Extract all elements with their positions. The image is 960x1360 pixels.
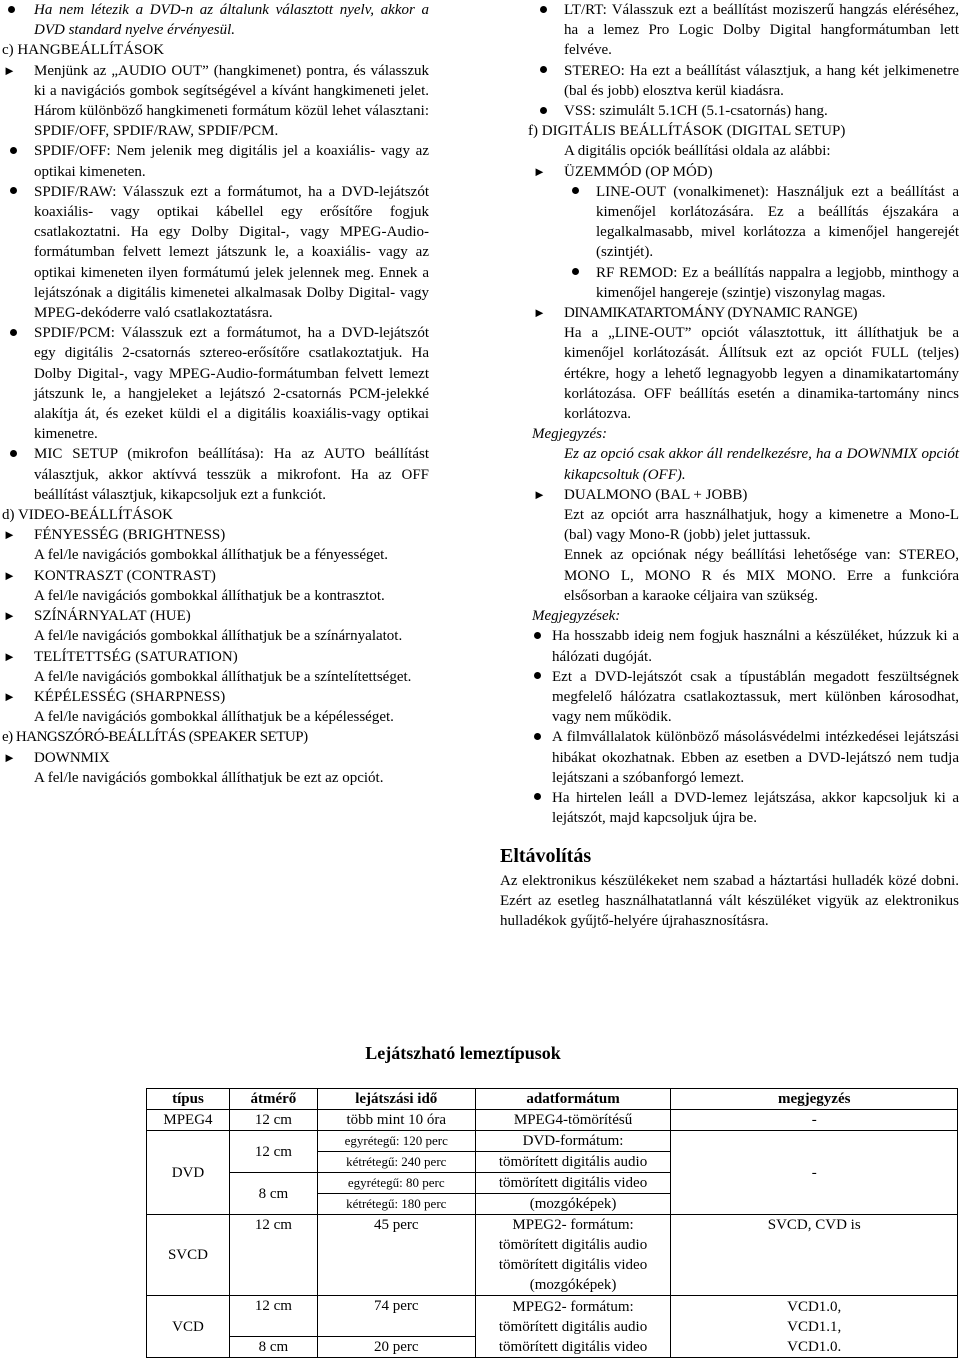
cell-play-time: kétrétegű: 240 perc xyxy=(317,1152,475,1173)
op-mode-title: ► ÜZEMMÓD (OP MÓD) xyxy=(500,162,959,182)
right-column xyxy=(500,0,959,931)
format-line: MPEG2- formátum: xyxy=(512,1217,634,1233)
cell-diameter: 12 cm xyxy=(229,1296,317,1337)
saturation-title: ► TELÍTETTSÉG (SATURATION) xyxy=(2,647,429,667)
bullet-icon xyxy=(534,793,541,800)
table-row xyxy=(147,1215,958,1296)
note-line: VCD1.0, xyxy=(787,1298,842,1315)
bullet-rf-remod: RF REMOD: Ez a beállítás nappalra a legjobb, minthogy a kimenőjel hangereje (szintje) viszonylag magas. xyxy=(500,263,959,303)
note-line: VCD1.1, xyxy=(787,1318,842,1335)
cell-format xyxy=(475,1296,671,1358)
disc-types-table xyxy=(146,1088,958,1358)
cell-diameter: 8 cm xyxy=(229,1173,317,1215)
cell-type: SVCD xyxy=(147,1215,230,1296)
dualmono-text-2: Ennek az opciónak négy beállítási lehetősége van: STEREO, MONO L, MONO R és MIX MONO. Erre a funkcióra elsősorban a karaoke céljaira van szükség. xyxy=(564,547,959,604)
bullet-icon xyxy=(572,187,579,194)
arrow-right-icon: ► xyxy=(3,527,16,543)
section-f-title: f) DIGITÁLIS BEÁLLÍTÁSOK (DIGITAL SETUP) xyxy=(528,123,846,140)
note-text: Ez az opció csak akkor áll rendelkezésre, ha a DOWNMIX opciót kikapcsoltuk (OFF). xyxy=(564,446,959,483)
cell-play-time: 45 perc xyxy=(317,1215,475,1296)
format-line: (mozgóképek) xyxy=(529,1277,617,1293)
cell-play-time: 20 perc xyxy=(317,1337,475,1358)
cell-play-time: 74 perc xyxy=(317,1296,475,1337)
disposal-text: Az elektronikus készülékeket nem szabad a háztartási hulladék közé dobni. Ezért az esetleg használhatatlanná vált készüléket vigyük az elektronikus hulladékok gyűjtő-helyére újrahasznosításra. xyxy=(500,872,959,929)
arrow-right-icon: ► xyxy=(533,305,546,321)
section-e-title: e) HANGSZÓRÓ-BEÁLLÍTÁS (SPEAKER SETUP) xyxy=(2,729,308,746)
arrow-right-icon: ► xyxy=(3,749,16,765)
header-note: megjegyzés xyxy=(671,1089,958,1110)
cell-type: MPEG4 xyxy=(147,1110,230,1131)
arrow-right-icon: ► xyxy=(3,62,16,78)
format-line: tömörített digitális video xyxy=(498,1257,648,1273)
table-header-row xyxy=(147,1089,958,1110)
cell-diameter: 12 cm xyxy=(229,1215,317,1296)
disposal-heading: Eltávolítás xyxy=(500,845,592,868)
note-item-2: Ezt a DVD-lejátszót csak a típustáblán megadott feszültségnek megfelelő hálózatra csatlakoztassuk, mert különben károsodhat, vagy nem működik. xyxy=(500,667,959,728)
format-line: tömörített digitális audio xyxy=(498,1237,648,1253)
bullet-icon xyxy=(534,632,541,639)
table-row xyxy=(147,1296,958,1337)
format-line: MPEG2- formátum: xyxy=(512,1298,634,1315)
note-item-1: Ha hosszabb ideig nem fogjuk használni a készüléket, húzzuk ki a hálózati dugóját. xyxy=(500,626,959,666)
downmix-text: A fel/le navigációs gombokkal állíthatjuk be ezt az opciót. xyxy=(34,769,384,786)
cell-format: DVD-formátum: xyxy=(475,1131,671,1152)
bullet-lt-rt: LT/RT: Válasszuk ezt a beállítást moziszerű hangzás eléréséhez, ha a lemez Pro Logic Dolby Digital hangformátumban lett felvéve. xyxy=(500,0,959,61)
bullet-icon xyxy=(8,6,15,13)
table-row xyxy=(147,1110,958,1131)
cell-play-time: több mint 10 óra xyxy=(317,1110,475,1131)
cell-note xyxy=(671,1296,958,1358)
cell-format: tömörített digitális audio xyxy=(475,1152,671,1173)
arrow-right-icon: ► xyxy=(533,163,546,179)
table-title: Lejátszható lemeztípusok xyxy=(365,1043,561,1063)
bullet-spdif-raw: SPDIF/RAW: Válasszuk ezt a formátumot, ha a DVD-lejátszót koaxiális- vagy optikai kábellel egy erősítőre fogjuk csatlakoztatni. Ha egy Dolby Digital-, vagy MPEG-Audio-formátumban felvett lemezt játszunk le, a koaxiális- vagy az optikai kimeneten ilyen formátumú jelek jelennek meg. Ennek a lejátszónak a digitális kimenetei alkalmasak Dolby Digital- vagy MPEG-dekóderre való csatlakoztatásra. xyxy=(2,182,429,323)
bullet-icon xyxy=(534,672,541,679)
bullet-line-out: LINE-OUT (vonalkimenet): Használjuk ezt a beállítást a kimenőjel korlátozására. Ez a beállítás éjszakára a legalkalmasabb, mivel korlátozza a kimenőjel hangerejét (szintjét). xyxy=(500,182,959,263)
left-column xyxy=(2,0,429,788)
bullet-icon xyxy=(10,147,17,154)
table-row xyxy=(147,1131,958,1152)
cell-format: tömörített digitális video xyxy=(475,1173,671,1194)
header-type: típus xyxy=(147,1089,230,1110)
digital-intro: A digitális opciók beállítási oldala az alábbi: xyxy=(564,143,831,160)
arrow-right-icon: ► xyxy=(533,486,546,502)
format-line: tömörített digitális audio xyxy=(498,1318,648,1335)
arrow-right-icon: ► xyxy=(3,608,16,624)
contrast-text: A fel/le navigációs gombokkal állíthatjuk be a kontrasztot. xyxy=(34,587,385,604)
cell-type: DVD xyxy=(147,1131,230,1215)
cell-note: - xyxy=(671,1131,958,1215)
sharpness-title: ► KÉPÉLESSÉG (SHARPNESS) xyxy=(2,687,429,707)
downmix-title: ► DOWNMIX xyxy=(2,748,429,768)
brightness-title: ► FÉNYESSÉG (BRIGHTNESS) xyxy=(2,525,429,545)
dynamic-range-title: ► DINAMIKATARTOMÁNY (DYNAMIC RANGE) xyxy=(500,303,959,323)
bullet-icon xyxy=(10,187,17,194)
cell-diameter: 12 cm xyxy=(229,1131,317,1173)
bullet-icon xyxy=(10,450,17,457)
cell-format: (mozgóképek) xyxy=(475,1194,671,1215)
bullet-icon xyxy=(540,66,547,73)
header-data-format: adatformátum xyxy=(475,1089,671,1110)
section-c-title: c) HANGBEÁLLÍTÁSOK xyxy=(2,42,165,59)
cell-play-time: egyrétegű: 80 perc xyxy=(317,1173,475,1194)
note-line: VCD1.0. xyxy=(787,1338,842,1355)
cell-play-time: egyrétegű: 120 perc xyxy=(317,1131,475,1152)
header-diameter: átmérő xyxy=(229,1089,317,1110)
section-d-title: d) VIDEO-BEÁLLÍTÁSOK xyxy=(2,507,173,524)
saturation-text: A fel/le navigációs gombokkal állíthatjuk be a színtelítettséget. xyxy=(34,668,412,685)
bullet-icon xyxy=(540,6,547,13)
bullet-icon xyxy=(540,107,547,114)
note-item-4: Ha hirtelen leáll a DVD-lemez lejátszása, akkor kapcsoljuk ki a lejátszót, majd kapcsoljuk újra be. xyxy=(500,788,959,828)
note-label: Megjegyzés: xyxy=(532,426,607,443)
cell-note: - xyxy=(671,1110,958,1131)
arrow-right-icon: ► xyxy=(3,567,16,583)
cell-format xyxy=(475,1215,671,1296)
hue-title: ► SZÍNÁRNYALAT (HUE) xyxy=(2,606,429,626)
arrow-right-icon: ► xyxy=(3,688,16,704)
bullet-icon xyxy=(534,733,541,740)
contrast-title: ► KONTRASZT (CONTRAST) xyxy=(2,566,429,586)
bullet-icon xyxy=(572,268,579,275)
hue-text: A fel/le navigációs gombokkal állíthatjuk be a színárnyalatot. xyxy=(34,628,403,645)
bullet-spdif-off: SPDIF/OFF: Nem jelenik meg digitális jel a koaxiális- vagy az optikai kimeneten. xyxy=(2,141,429,181)
bullet-mic-setup: MIC SETUP (mikrofon beállítása): Ha az AUTO beállítást választjuk, akkor aktívvá tesszük a mikrofont. Ha az OFF beállítást választjuk, kikapcsoljuk ezt a funkciót. xyxy=(2,444,429,505)
brightness-text: A fel/le navigációs gombokkal állíthatjuk be a fényességet. xyxy=(34,547,389,564)
dualmono-text-1: Ezt az opciót arra használhatjuk, hogy a kimenetre a Mono-L (bal) vagy Mono-R (jobb) jelet juttassuk. xyxy=(564,507,959,544)
cell-type: VCD xyxy=(147,1296,230,1358)
bullet-vss: VSS: szimulált 5.1CH (5.1-csatornás) hang. xyxy=(500,101,959,121)
cell-format: MPEG4-tömörítésű xyxy=(475,1110,671,1131)
cell-diameter: 12 cm xyxy=(229,1110,317,1131)
header-play-time: lejátszási idő xyxy=(317,1089,475,1110)
cell-note: SVCD, CVD is xyxy=(671,1215,958,1296)
arrow-right-icon: ► xyxy=(3,648,16,664)
cell-diameter: 8 cm xyxy=(229,1337,317,1358)
note-item-3: A filmvállalatok különböző másolásvédelmi intézkedései lejátszási hibákat okozhatnak. Ebben az esetben a DVD-lejátszó nem tudja lejátszani a szóbanforgó lemezt. xyxy=(500,727,959,788)
bullet-icon xyxy=(10,329,17,336)
dynamic-range-text: Ha a „LINE-OUT” opciót választottuk, itt állíthatjuk be a kimenőjel korlátozását. Állítsuk ezt az opciót FULL (teljes) értékre, hogy a lehető legnagyobb legyen a dinamikatartomány korlátozása. OFF beállítás esetén a dinamika-tartomány nincs korlátozva. xyxy=(564,325,959,423)
bullet-stereo: STEREO: Ha ezt a beállítást választjuk, a hang két jelkimenetre (bal és jobb) elosztva kerül kiadásra. xyxy=(500,61,959,101)
dualmono-title: ► DUALMONO (BAL + JOBB) xyxy=(500,485,959,505)
cell-play-time: kétrétegű: 180 perc xyxy=(317,1194,475,1215)
notes-label: Megjegyzések: xyxy=(532,608,621,625)
language-note: Ha nem létezik a DVD-n az általunk választott nyelv, akkor a DVD standard nyelve érvényesül. xyxy=(2,0,429,40)
format-line: tömörített digitális video xyxy=(498,1338,648,1355)
audio-out-item: ► Menjünk az „AUDIO OUT” (hangkimenet) pontra, és válasszuk ki a navigációs gombok segítségével a kívánt hangkimeneti jelet. Három különböző hangkimeneti formátum közül lehet választani: SPDIF/OFF, SPDIF/RAW, SPDIF/PCM. xyxy=(3,62,429,140)
sharpness-text: A fel/le navigációs gombokkal állíthatjuk be a képélességet. xyxy=(34,709,394,726)
bullet-spdif-pcm: SPDIF/PCM: Válasszuk ezt a formátumot, ha a DVD-lejátszót egy digitális 2-csatornás sztereo-erősítőre csatlakoztatjuk. Ha Dolby Digital-, vagy MPEG-Audio-formátumban felvett lemezt játszunk le, a hangjeleket a lejátszó 2-csatornás PCM-jelekké alakítja át, és ezeket küldi el a digitális koaxiális-vagy optikai kimenetre. xyxy=(2,323,429,444)
